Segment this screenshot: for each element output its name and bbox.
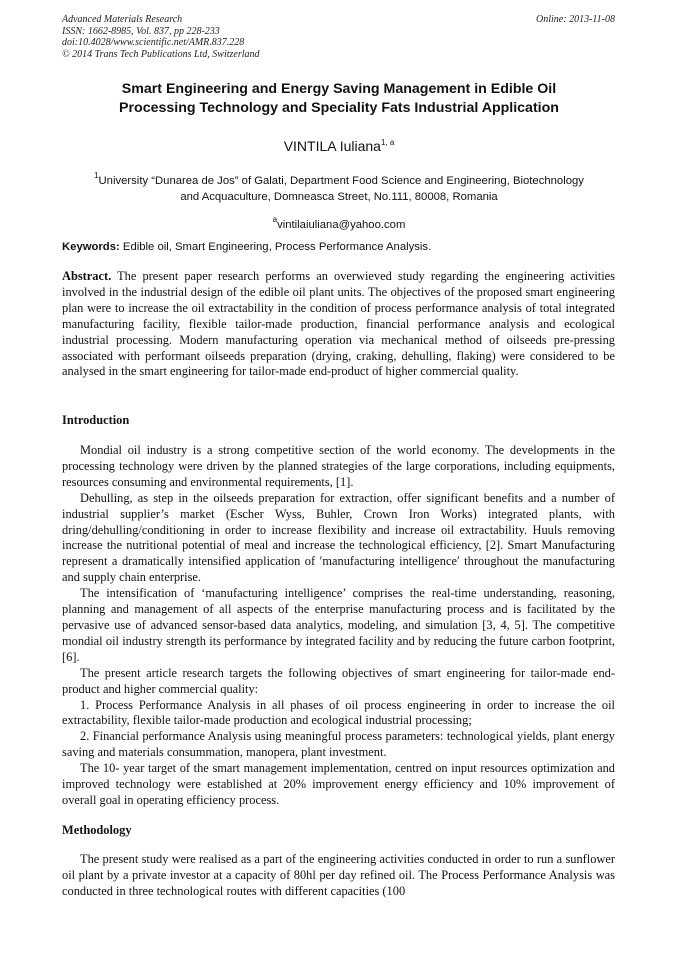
introduction-body bbox=[62, 443, 615, 809]
email-address: vintilaiuliana@yahoo.com bbox=[277, 219, 406, 231]
journal-name: Advanced Materials Research bbox=[62, 14, 183, 25]
intro-paragraph: Dehulling, as step in the oilseeds preparation for extraction, offer significant benefits and a number of industrial supplier’s market (Escher Wyss, Buhler, Crown Iron Works) integrated plants, with dring/dehulling/conditioning in order to increase flexibility and increase oil extractability. Huuls removing increase the nutritional potential of meal and increase the technological efficiency, [2]. Smart Manufacturing represent a dramatically intensified application of ′manufacturing intelligence′ throughout the manufacturing and supply chain enterprise. bbox=[62, 490, 615, 585]
intro-paragraph: 2. Financial performance Analysis using meaningful process parameters: technological yields, plant energy saving and materials consummation, manopera, plant investment. bbox=[62, 729, 615, 760]
abstract-text: The present paper research performs an overwieved study regarding the engineering activities involved in the industrial design of the edible oil plant units. The objectives of the proposed smart engineering plan were to increase the oil extractability in the condition of process performance analysis of total integrated manufacturing facility, flexible tailor-made production, financial performance analysis and ecological industrial processing. Modern manufacturing operation via mechanical method of oilseeds pre-pressing associated with performant oilseeds preparation (drying, craking, dehulling, flaking) were considered to be analysed in the smart engineering for tailor-made end-product of higher commercial quality. bbox=[62, 269, 615, 379]
affiliation-line-2: and Acquaculture, Domneasca Street, No.111, 80008, Romania bbox=[180, 191, 498, 203]
issn-line: ISSN: 1662-8985, Vol. 837, pp 228-233 bbox=[62, 25, 220, 37]
keywords bbox=[62, 239, 616, 255]
abstract-label: Abstract. bbox=[62, 269, 112, 283]
author-superscript: 1, a bbox=[380, 138, 395, 147]
affiliation-superscript: 1 bbox=[94, 171, 99, 180]
title-line-1: Smart Engineering and Energy Saving Management in Edible Oil bbox=[121, 81, 557, 97]
intro-paragraph: The 10- year target of the smart management implementation, centred on input resources optimization and improved technology were established at 20% improvement energy efficiency and 10% improvement of overall goal in operating efficiency process. bbox=[62, 761, 615, 807]
keywords-text: Edible oil, Smart Engineering, Process Performance Analysis. bbox=[122, 241, 432, 253]
author-name: VINTILA Iuliana bbox=[283, 138, 381, 154]
email-superscript: a bbox=[272, 215, 278, 224]
intro-paragraph: 1. Process Performance Analysis in all phases of oil process engineering in order to increase the oil extractability, flexible tailor-made production and ecological industrial processing; bbox=[62, 697, 615, 728]
author bbox=[62, 134, 616, 155]
intro-paragraph: The present article research targets the following objectives of smart engineering for tailor-made end-product and higher commercial quality: bbox=[62, 665, 615, 696]
intro-paragraph: The intensification of ‘manufacturing intelligence’ comprises the real-time understanding, reasoning, planning and management of all aspects of the enterprise manufacturing process and is facilitated by the pervasive use of advanced sensor-based data analytics, modeling, and simulation [3, 4, 5]. The competitive mondial oil industry strength its performance by integrated facility and by reducing the future carbon footprint, [6]. bbox=[62, 586, 615, 664]
methodology-paragraph: The present study were realised as a part of the engineering activities conducted in order to run a sunflower oil plant by a private investor at a capacity of 80hl per day refined oil. The Process Performance Analysis was conducted in three technological routes with different capacities (100 bbox=[62, 852, 615, 898]
keywords-label: Keywords: bbox=[62, 241, 120, 253]
affiliation bbox=[62, 168, 616, 205]
introduction-heading: Introduction bbox=[62, 413, 130, 427]
author-email bbox=[62, 212, 616, 233]
title-line-2: Processing Technology and Speciality Fats Industrial Application bbox=[119, 100, 559, 116]
abstract bbox=[62, 269, 615, 380]
methodology-heading: Methodology bbox=[62, 823, 132, 837]
doi-line: doi:10.4028/www.scientific.net/AMR.837.228 bbox=[62, 37, 245, 48]
methodology-body bbox=[62, 852, 615, 900]
affiliation-line-1: University “Dunarea de Jos” of Galati, Department Food Science and Engineering, Biotechnology bbox=[98, 175, 584, 187]
journal-metadata bbox=[62, 14, 260, 60]
online-date: Online: 2013-11-08 bbox=[536, 14, 615, 25]
intro-paragraph: Mondial oil industry is a strong competitive section of the world economy. The developments in the processing technology were driven by the planned strategies of the large corporations, including equipments, resources consuming and environmental requirements, [1]. bbox=[62, 443, 615, 489]
paper-title bbox=[62, 80, 616, 118]
copyright-line: © 2014 Trans Tech Publications Ltd, Switzerland bbox=[62, 48, 260, 60]
